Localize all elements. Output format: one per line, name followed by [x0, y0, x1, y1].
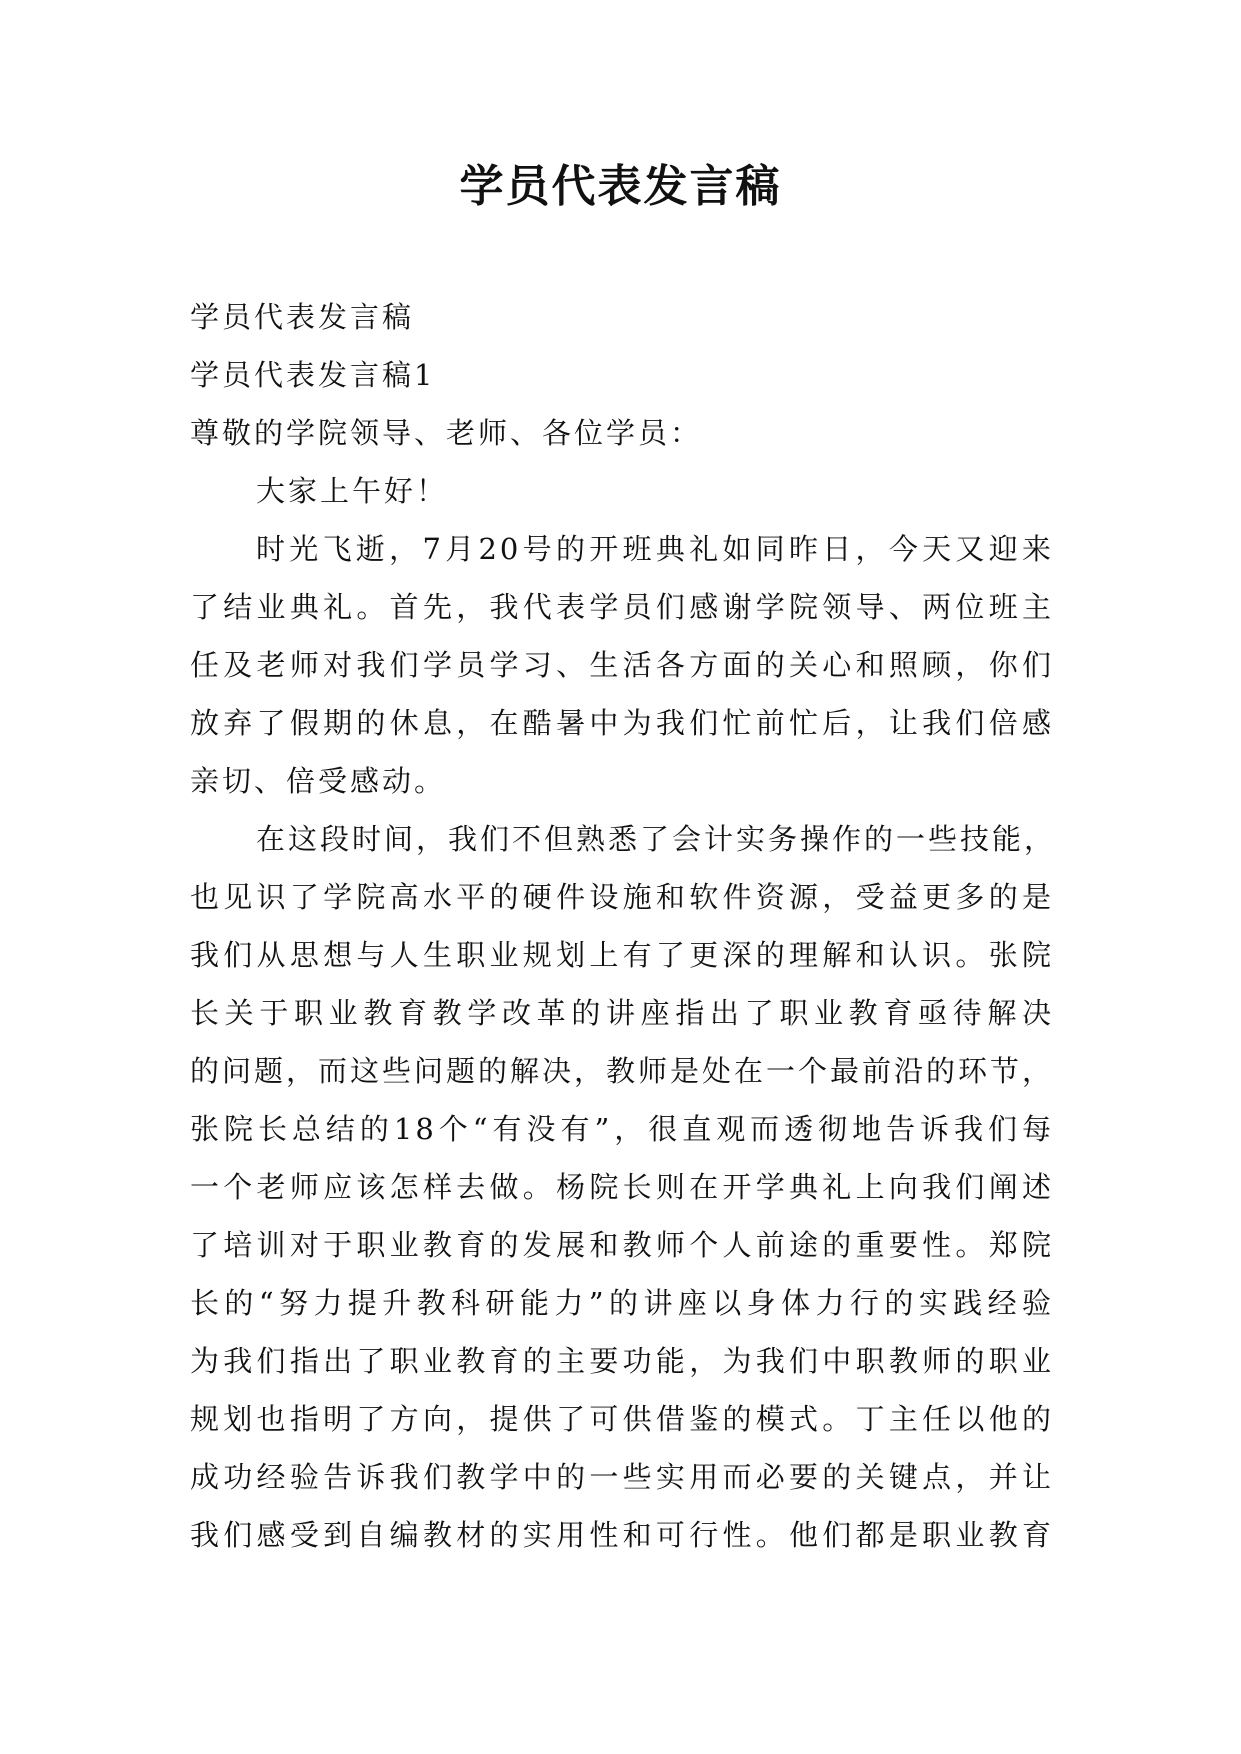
text-line: 我们从思想与人生职业规划上有了更深的理解和认识。张院	[190, 938, 1054, 972]
text-line: 规划也指明了方向，提供了可供借鉴的模式。丁主任以他的	[190, 1402, 1054, 1436]
text-line: 了结业典礼。首先，我代表学员们感谢学院领导、两位班主	[190, 590, 1054, 624]
text-line: 成功经验告诉我们教学中的一些实用而必要的关键点，并让	[190, 1460, 1054, 1494]
document-title: 学员代表发言稿	[459, 161, 782, 212]
text-line: 一个老师应该怎样去做。杨院长则在开学典礼上向我们阐述	[190, 1170, 1054, 1204]
text-line: 长关于职业教育教学改革的讲座指出了职业教育亟待解决	[190, 996, 1054, 1030]
text-line: 学员代表发言稿1	[190, 358, 436, 392]
text-line: 放弃了假期的休息，在酷暑中为我们忙前忙后，让我们倍感	[190, 706, 1054, 740]
text-line: 的问题，而这些问题的解决，教师是处在一个最前沿的环节，	[190, 1054, 1055, 1088]
text-line: 时光飞逝，7月20号的开班典礼如同昨日，今天又迎来	[256, 532, 1054, 566]
text-line: 为我们指出了职业教育的主要功能，为我们中职教师的职业	[190, 1344, 1054, 1378]
salutation-line: 尊敬的学院领导、老师、各位学员：	[190, 416, 703, 450]
text-line: 亲切、倍受感动。	[190, 764, 447, 798]
text-line: 学员代表发言稿	[190, 300, 415, 334]
document-body	[190, 288, 1057, 1564]
text-line: 了培训对于职业教育的发展和教师个人前途的重要性。郑院	[190, 1228, 1054, 1262]
text-line: 我们感受到自编教材的实用性和可行性。他们都是职业教育	[190, 1518, 1054, 1552]
text-line: 也见识了学院高水平的硬件设施和软件资源，受益更多的是	[190, 880, 1054, 914]
text-line: 在这段时间，我们不但熟悉了会计实务操作的一些技能，	[256, 822, 1057, 856]
text-line: 张院长总结的18个“有没有”，很直观而透彻地告诉我们每	[190, 1112, 1054, 1146]
text-line: 任及老师对我们学员学习、生活各方面的关心和照顾，你们	[190, 648, 1054, 682]
greeting-line: 大家上午好！	[256, 474, 449, 508]
text-line: 长的“努力提升教科研能力”的讲座以身体力行的实践经验	[190, 1286, 1054, 1320]
